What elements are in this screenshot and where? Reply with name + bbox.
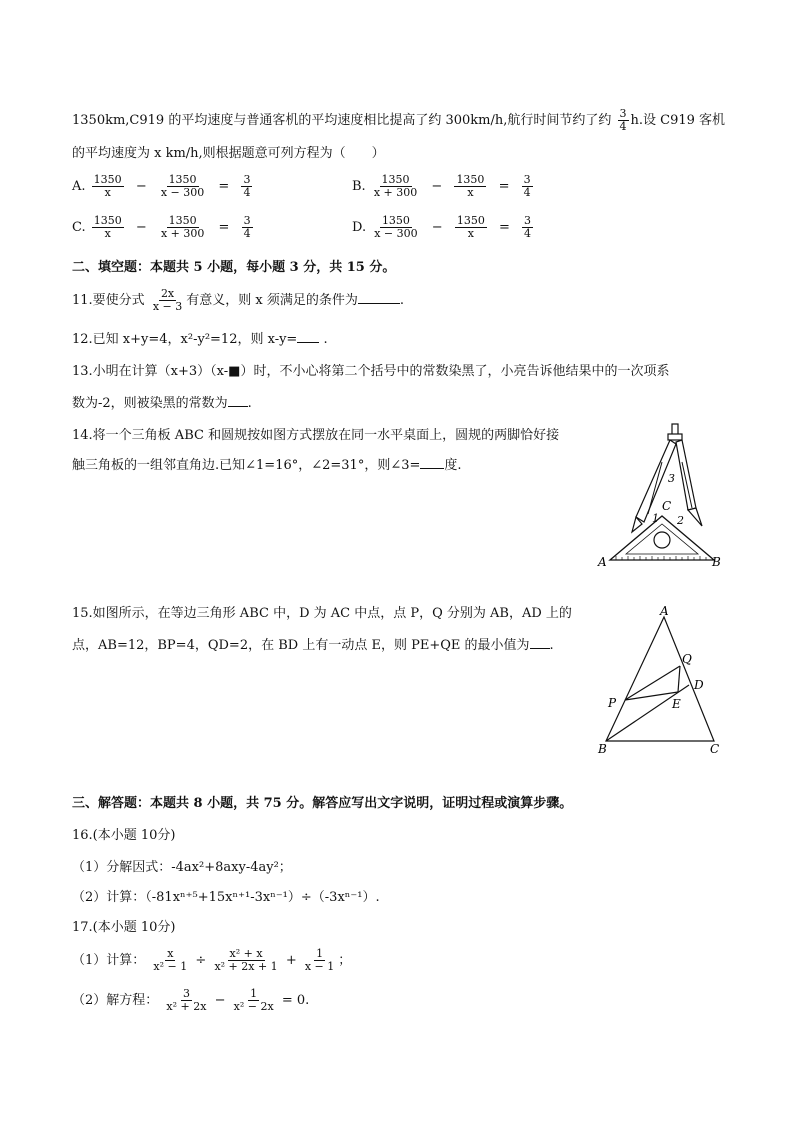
q10-line1: 1350km,C919 的平均速度与普通客机的平均速度相比提高了约 300km/h,航行时间节约了约 $\frac{3}{4}$ h.设 C919 客机 <box>72 107 726 133</box>
question-17-part2: （2）解方程： $\frac{3}{\text{x² + 2x}}$ − $\frac{1}{\text{x² − 2x}}$ = 0. <box>72 987 310 1013</box>
question-17-part1: （1）计算： $\frac{x}{\text{x² − 1}}$ ÷ $\frac{\text{x² + x}}{\text{x² + 2x + 1}}$ + $\frac{1}{x - 1}$ ； <box>72 947 352 973</box>
fraction: $\frac{1350}{x}$ <box>456 173 485 199</box>
segment-pe <box>625 692 678 700</box>
compass-right-leg <box>676 440 696 510</box>
fraction: $\frac{\text{x² + x}}{\text{x² + 2x + 1}}$ <box>214 947 278 973</box>
angle-3-label: 3 <box>668 472 675 485</box>
question-16-part1: （1）分解因式：-4ax²+8axy-4ay²； <box>72 860 292 875</box>
option-b[interactable]: B. $\frac{1350}{x + 300}$ − $\frac{1350}{x}$ = $\frac{3}{4}$ <box>352 173 531 199</box>
question-13-line2: 数为-2，则被染黑的常数为 . <box>72 396 252 411</box>
fraction: $\frac{3}{\text{x² + 2x}}$ <box>166 987 207 1013</box>
fraction: $\frac{1350}{x}$ <box>456 214 485 240</box>
fraction: $\frac{1350}{x - 300}$ <box>374 214 418 240</box>
option-c[interactable]: C. $\frac{1350}{x}$ − $\frac{1350}{x + 300}$ = $\frac{3}{4}$ <box>72 214 251 240</box>
fraction: $\frac{1350}{x}$ <box>93 173 122 199</box>
fraction: $\frac{1350}{x}$ <box>93 214 122 240</box>
fraction: $\frac{1350}{x - 300}$ <box>160 173 205 199</box>
label-p: P <box>608 696 617 710</box>
q10-line2: 的平均速度为 x km/h,则根据题意可列方程为（ ） <box>72 146 385 161</box>
figure-equilateral-triangle <box>594 605 724 757</box>
fraction: $\frac{2x}{x - 3}$ <box>152 287 183 313</box>
label-c: C <box>710 742 720 756</box>
answer-blank[interactable] <box>228 394 248 407</box>
question-12: 12.已知 x+y=4，x²-y²=12，则 x-y= . <box>72 332 328 347</box>
fraction: $\frac{x}{\text{x² − 1}}$ <box>153 947 188 973</box>
fraction: $\frac{3}{4}$ <box>243 173 251 199</box>
figure-triangle-compass <box>596 422 726 572</box>
label-b: B <box>712 555 721 569</box>
fraction: $\frac{1350}{x + 300}$ <box>160 214 205 240</box>
label-b: B <box>598 742 607 756</box>
ruler-hole <box>654 532 670 548</box>
question-15-line2: 点，AB=12，BP=4，QD=2，在 BD 上有一动点 E，则 PE+QE 的最小值为 . <box>72 638 554 653</box>
section-heading: 二、填空题：本题共 5 小题，每小题 3 分，共 15 分。 <box>72 260 396 275</box>
section-heading: 三、解答题：本题共 8 小题，共 75 分。解答应写出文字说明，证明过程或演算步骤。 <box>72 796 573 811</box>
fraction: $\frac{3}{4}$ <box>523 173 531 199</box>
label-q: Q <box>682 652 692 666</box>
question-16-title: 16.(本小题 10分) <box>72 828 176 843</box>
label-a: A <box>660 605 669 618</box>
answer-blank[interactable] <box>297 330 319 343</box>
question-13-line1: 13.小明在计算（x+3）（x-■）时，不小心将第二个括号中的常数染黑了，小亮告诉他结果中的一次项系 <box>72 364 670 379</box>
question-14-line2: 触三角板的一组邻直角边.已知∠1=16°，∠2=31°，则∠3= 度. <box>72 458 462 473</box>
compass-hinge <box>668 434 682 440</box>
fraction: $\frac{1}{\text{x² − 2x}}$ <box>233 987 274 1013</box>
answer-blank[interactable] <box>530 636 550 649</box>
question-17-title: 17.(本小题 10分) <box>72 920 176 935</box>
compass-right-tip <box>688 508 702 526</box>
angle-2-label: 2 <box>677 514 684 527</box>
fraction: $\frac{3}{4}$ <box>619 107 627 133</box>
option-a[interactable]: A. $\frac{1350}{x}$ − $\frac{1350}{x - 300}$ = $\frac{3}{4}$ <box>72 173 251 199</box>
question-14-line1: 14.将一个三角板 ABC 和圆规按如图方式摆放在同一水平桌面上，圆规的两脚恰好接 <box>72 428 560 443</box>
fraction: $\frac{1350}{x + 300}$ <box>373 173 418 199</box>
question-16-part2: （2）计算：（-81xⁿ⁺⁵+15xⁿ⁺¹-3xⁿ⁻¹）÷（-3xⁿ⁻¹）. <box>72 890 380 905</box>
label-d: D <box>694 678 704 692</box>
angle-1-label: 1 <box>652 512 659 525</box>
answer-blank[interactable] <box>420 456 444 469</box>
label-c: C <box>662 499 672 513</box>
fraction: $\frac{3}{4}$ <box>524 214 532 240</box>
fraction: $\frac{1}{x - 1}$ <box>304 947 335 973</box>
label-e: E <box>672 697 681 711</box>
fraction: $\frac{3}{4}$ <box>243 214 251 240</box>
question-15-line1: 15.如图所示，在等边三角形 ABC 中，D 为 AC 中点，点 P，Q 分别为 AB，AD 上的 <box>72 606 572 621</box>
option-d[interactable]: D. $\frac{1350}{x - 300}$ − $\frac{1350}{x}$ = $\frac{3}{4}$ <box>352 214 532 240</box>
segment-qe <box>678 666 680 692</box>
label-a: A <box>598 555 607 569</box>
question-11: 11.要使分式 $\frac{2x}{x - 3}$ 有意义，则 x 须满足的条件为 . <box>72 287 404 313</box>
answer-blank[interactable] <box>358 291 400 304</box>
